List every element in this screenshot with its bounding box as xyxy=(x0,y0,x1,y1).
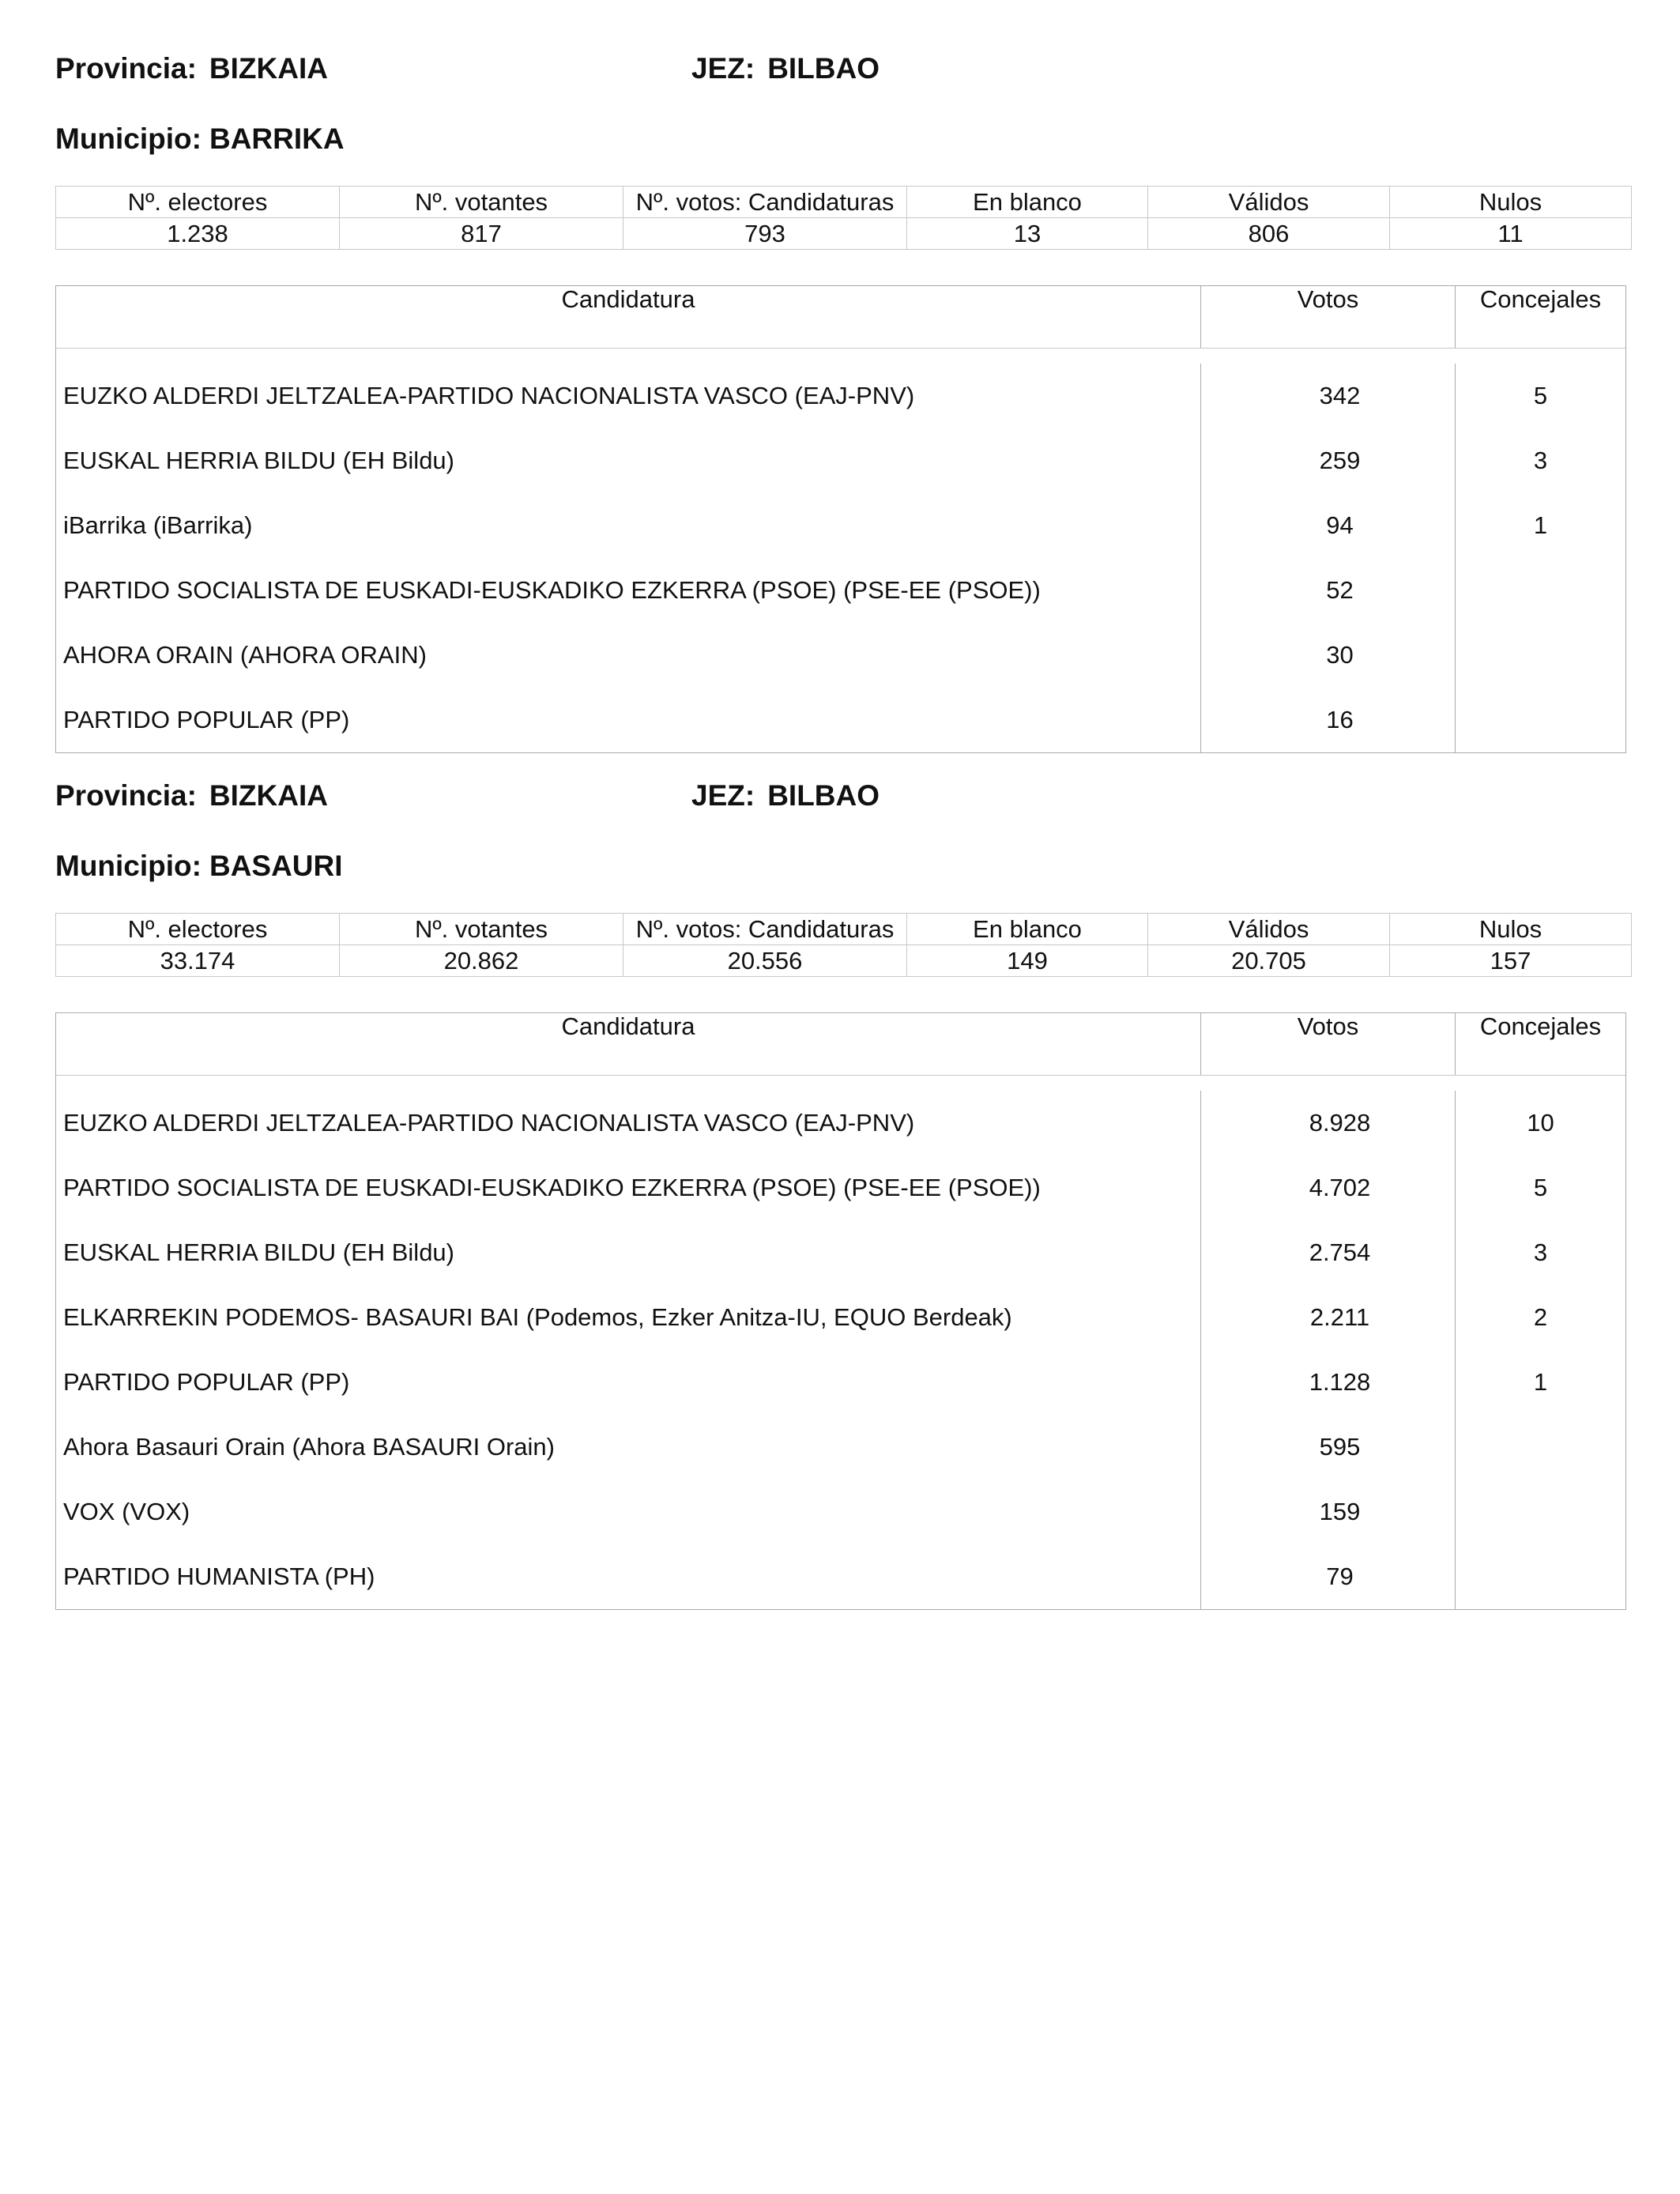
table-row xyxy=(56,558,1625,623)
votos-cell: 2.754 xyxy=(1201,1220,1456,1285)
table-row xyxy=(56,1091,1625,1155)
results-header-row xyxy=(56,286,1625,349)
header-candidatura: Candidatura xyxy=(56,286,1201,348)
header-concejales: Concejales xyxy=(1479,1012,1602,1040)
stats-value-votos-candidaturas: 793 xyxy=(623,218,907,250)
stats-value-en-blanco: 149 xyxy=(907,945,1148,977)
concejales-cell: 1 xyxy=(1533,511,1548,539)
candidatura-cell: Ahora Basauri Orain (Ahora BASAURI Orain) xyxy=(56,1415,1201,1480)
votos-cell: 259 xyxy=(1201,428,1456,493)
votos-cell: 159 xyxy=(1201,1480,1456,1544)
provincia-value: BIZKAIA xyxy=(209,52,328,85)
header-votos: Votos xyxy=(1201,286,1456,348)
stats-header-votos-candidaturas: Nº. votos: Candidaturas xyxy=(623,187,907,218)
jez-value: BILBAO xyxy=(767,779,880,812)
concejales-cell: 3 xyxy=(1533,1238,1548,1266)
candidatura-cell: iBarrika (iBarrika) xyxy=(56,493,1201,558)
table-row xyxy=(56,1480,1625,1544)
candidatura-cell: PARTIDO POPULAR (PP) xyxy=(56,688,1201,752)
votos-cell: 342 xyxy=(1201,364,1456,428)
stats-value-votantes: 817 xyxy=(340,218,623,250)
concejales-cell: 5 xyxy=(1533,382,1548,409)
jez-line xyxy=(691,779,880,812)
votos-cell: 16 xyxy=(1201,688,1456,752)
votos-cell: 30 xyxy=(1201,623,1456,688)
stats-header-votos-candidaturas: Nº. votos: Candidaturas xyxy=(623,914,907,945)
table-row xyxy=(56,428,1625,493)
results-table xyxy=(55,1012,1626,1610)
jez-line xyxy=(691,52,880,85)
concejales-cell xyxy=(1456,623,1625,688)
results-body xyxy=(56,349,1625,752)
candidatura-cell: EUSKAL HERRIA BILDU (EH Bildu) xyxy=(56,1220,1201,1285)
table-row xyxy=(56,493,1625,558)
stats-value-en-blanco: 13 xyxy=(907,218,1148,250)
stats-value-validos: 806 xyxy=(1148,218,1390,250)
stats-table xyxy=(55,186,1632,250)
concejales-cell: 1 xyxy=(1533,1368,1548,1396)
table-row xyxy=(56,1285,1625,1350)
municipio-label: Municipio: xyxy=(55,850,202,882)
header-candidatura: Candidatura xyxy=(56,1013,1201,1075)
provincia-label: Provincia: xyxy=(55,779,197,812)
stats-header-votantes: Nº. votantes xyxy=(340,187,623,218)
candidatura-cell: AHORA ORAIN (AHORA ORAIN) xyxy=(56,623,1201,688)
stats-header-en-blanco: En blanco xyxy=(907,187,1148,218)
municipio-line xyxy=(55,123,345,156)
stats-value-row xyxy=(56,945,1632,977)
results-header-row xyxy=(56,1013,1625,1076)
votos-cell: 595 xyxy=(1201,1415,1456,1480)
results-table xyxy=(55,285,1626,753)
candidatura-cell: PARTIDO SOCIALISTA DE EUSKADI-EUSKADIKO EZKERRA (PSOE) (PSE-EE (PSOE)) xyxy=(56,1155,1201,1220)
table-row xyxy=(56,1415,1625,1480)
stats-value-votantes: 20.862 xyxy=(340,945,623,977)
results-body xyxy=(56,1076,1625,1609)
table-row xyxy=(56,1155,1625,1220)
municipio-label: Municipio: xyxy=(55,123,202,155)
votos-cell: 94 xyxy=(1201,493,1456,558)
stats-header-en-blanco: En blanco xyxy=(907,914,1148,945)
municipio-line xyxy=(55,850,343,883)
stats-header-row xyxy=(56,914,1632,945)
votos-cell: 4.702 xyxy=(1201,1155,1456,1220)
jez-label: JEZ: xyxy=(691,779,755,812)
candidatura-cell: ELKARREKIN PODEMOS- BASAURI BAI (Podemos, Ezker Anitza-IU, EQUO Berdeak) xyxy=(56,1285,1201,1350)
stats-header-nulos: Nulos xyxy=(1390,187,1632,218)
header-votos: Votos xyxy=(1201,1013,1456,1075)
table-row xyxy=(56,1220,1625,1285)
concejales-cell xyxy=(1456,558,1625,623)
candidatura-cell: PARTIDO SOCIALISTA DE EUSKADI-EUSKADIKO EZKERRA (PSOE) (PSE-EE (PSOE)) xyxy=(56,558,1201,623)
table-row xyxy=(56,1544,1625,1609)
concejales-cell xyxy=(1456,1415,1625,1480)
provincia-line xyxy=(55,779,328,812)
table-row xyxy=(56,623,1625,688)
stats-header-nulos: Nulos xyxy=(1390,914,1632,945)
stats-value-electores: 33.174 xyxy=(56,945,340,977)
votos-cell: 1.128 xyxy=(1201,1350,1456,1415)
votos-cell: 52 xyxy=(1201,558,1456,623)
provincia-value: BIZKAIA xyxy=(209,779,328,812)
table-row xyxy=(56,364,1625,428)
stats-table xyxy=(55,913,1632,977)
stats-value-nulos: 11 xyxy=(1390,218,1632,250)
concejales-cell xyxy=(1456,1544,1625,1609)
votos-cell: 2.211 xyxy=(1201,1285,1456,1350)
provincia-line xyxy=(55,52,328,85)
jez-value: BILBAO xyxy=(767,52,880,85)
votos-cell: 79 xyxy=(1201,1544,1456,1609)
concejales-cell: 3 xyxy=(1533,447,1548,474)
concejales-cell: 2 xyxy=(1533,1303,1548,1331)
concejales-cell xyxy=(1456,688,1625,752)
stats-header-validos: Válidos xyxy=(1148,187,1390,218)
stats-value-validos: 20.705 xyxy=(1148,945,1390,977)
stats-header-electores: Nº. electores xyxy=(56,914,340,945)
stats-header-validos: Válidos xyxy=(1148,914,1390,945)
municipio-value: BASAURI xyxy=(209,850,343,882)
stats-header-votantes: Nº. votantes xyxy=(340,914,623,945)
municipio-value: BARRIKA xyxy=(209,123,345,155)
stats-header-electores: Nº. electores xyxy=(56,187,340,218)
stats-value-votos-candidaturas: 20.556 xyxy=(623,945,907,977)
votos-cell: 8.928 xyxy=(1201,1091,1456,1155)
concejales-cell: 5 xyxy=(1533,1174,1548,1201)
provincia-label: Provincia: xyxy=(55,52,197,85)
candidatura-cell: VOX (VOX) xyxy=(56,1480,1201,1544)
stats-value-electores: 1.238 xyxy=(56,218,340,250)
stats-header-row xyxy=(56,187,1632,218)
header-concejales: Concejales xyxy=(1479,285,1602,313)
table-row xyxy=(56,688,1625,752)
table-row xyxy=(56,1350,1625,1415)
stats-value-row xyxy=(56,218,1632,250)
candidatura-cell: PARTIDO POPULAR (PP) xyxy=(56,1350,1201,1415)
jez-label: JEZ: xyxy=(691,52,755,85)
candidatura-cell: PARTIDO HUMANISTA (PH) xyxy=(56,1544,1201,1609)
stats-value-nulos: 157 xyxy=(1390,945,1632,977)
candidatura-cell: EUZKO ALDERDI JELTZALEA-PARTIDO NACIONALISTA VASCO (EAJ-PNV) xyxy=(56,1091,1201,1155)
concejales-cell: 10 xyxy=(1527,1109,1554,1137)
candidatura-cell: EUSKAL HERRIA BILDU (EH Bildu) xyxy=(56,428,1201,493)
concejales-cell xyxy=(1456,1480,1625,1544)
candidatura-cell: EUZKO ALDERDI JELTZALEA-PARTIDO NACIONALISTA VASCO (EAJ-PNV) xyxy=(56,364,1201,428)
